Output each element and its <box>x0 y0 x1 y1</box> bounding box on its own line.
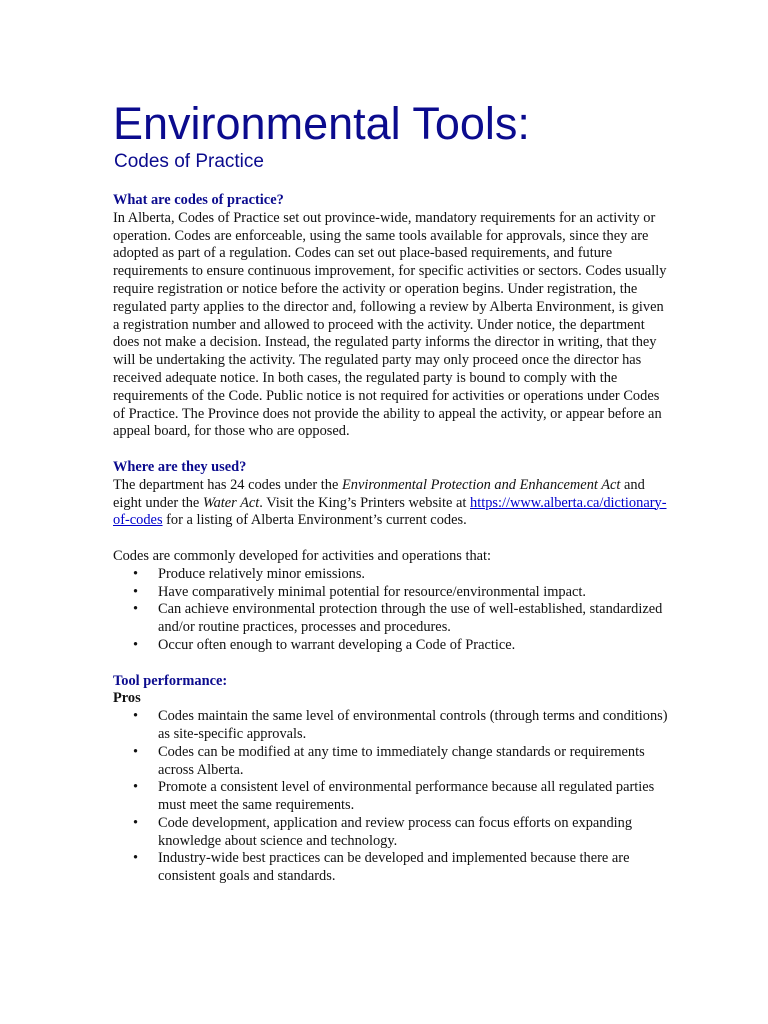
list-item: • Code development, application and review process can focus efforts on expanding knowledge about science and technology. <box>133 814 633 849</box>
paragraph-what: In Alberta, Codes of Practice set out province-wide, mandatory requirements for an activity or operation. Codes are enforceable, using the same tools available for approvals, since they are adopted as part of a regulation. Codes can set out place-based requirements, and future requirements to ensure continuous improvement, for specific activities or sectors. Codes usually require registration or notice before the activity or operation begins. Under registration, the regulated party applies to the director and, following a review by Alberta Environment, is given a registration number and allowed to proceed with the activity. Under notice, the department does not make a decision. Instead, the regulated party informs the director in writing, that they will be undertaking the activity. The regulated party may only proceed once the director has received adequate notice. In both cases, the regulated party is bound to comply with the requirements of the Code. Public notice is not required for activities or operations under Codes of Practice. The Province does not provide the ability to appeal the activity, or appear before an appeal board, for those who are opposed. <box>113 209 667 440</box>
list-item: • Industry-wide best practices can be developed and implemented because there are consistent goals and standards. <box>133 850 630 885</box>
bullet-icon: • <box>133 583 139 600</box>
paragraph-where: The department has 24 codes under the Environmental Protection and Enhancement Act and eight under the Water Act. Visit the King’s Printers website at https://www.alberta.ca/dictionary-of-codes for a listing of Alberta Environment’s current codes. <box>113 476 667 529</box>
document-body <box>113 192 673 886</box>
bullet-icon: • <box>133 601 139 618</box>
bullet-icon: • <box>133 636 139 653</box>
bullet-icon: • <box>133 850 139 867</box>
list-item: • Codes maintain the same level of environmental controls (through terms and conditions) as site-specific approvals. <box>133 708 668 742</box>
paragraph-codes-intro: Codes are commonly developed for activities and operations that: <box>113 547 492 564</box>
section-heading-what: What are codes of practice? <box>113 192 284 208</box>
list-item: • Can achieve environmental protection through the use of well-established, standardized and/or routine practices, processes and procedures. <box>133 601 663 636</box>
pros-label: Pros <box>113 690 141 707</box>
section-heading-performance: Tool performance: <box>113 672 228 689</box>
act-name-epea: Environmental Protection and Enhancement Act <box>341 476 621 493</box>
list-item: • Have comparatively minimal potential for resource/environmental impact. <box>133 583 586 600</box>
bullet-icon: • <box>133 743 139 760</box>
bullet-icon: • <box>133 814 139 831</box>
document-title: Environmental Tools: <box>113 98 530 149</box>
list-item: • Produce relatively minor emissions. <box>133 565 366 582</box>
list-item: • Occur often enough to warrant developing a Code of Practice. <box>133 636 516 653</box>
bullet-icon: • <box>133 779 139 796</box>
bullet-icon: • <box>133 708 139 725</box>
act-name-water: Water Act <box>202 494 260 511</box>
list-item: • Promote a consistent level of environmental performance because all regulated parties must meet the same requirements. <box>133 779 655 814</box>
section-heading-where: Where are they used? <box>113 458 247 475</box>
document-subtitle: Codes of Practice <box>114 151 264 172</box>
list-item: • Codes can be modified at any time to immediately change standards or requirements across Alberta. <box>133 743 645 778</box>
bullet-icon: • <box>133 565 139 582</box>
pros-list <box>113 708 673 886</box>
codes-criteria-list <box>113 566 673 655</box>
dictionary-of-codes-link[interactable]: https://www.alberta.ca/dictionary-of-codes <box>113 494 667 529</box>
